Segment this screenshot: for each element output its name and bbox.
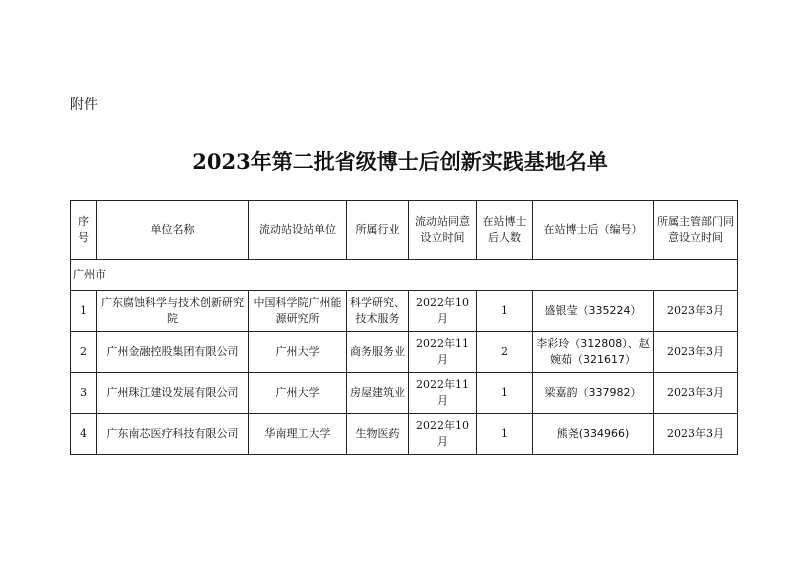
table-row <box>71 332 738 373</box>
cell-station-date: 2022年11月 <box>409 332 477 373</box>
cell-dept-date: 2023年3月 <box>654 332 738 373</box>
header-station-date: 流动站同意设立时间 <box>409 201 477 260</box>
cell-unit-name: 广东腐蚀科学与技术创新研究院 <box>97 291 249 332</box>
cell-station-date: 2022年11月 <box>409 373 477 414</box>
cell-postdoc-names: 盛银莹（335224） <box>533 291 654 332</box>
postdoc-base-table <box>70 200 738 455</box>
cell-unit-name: 广州金融控股集团有限公司 <box>97 332 249 373</box>
cell-postdoc-count: 1 <box>477 291 533 332</box>
cell-station-unit: 广州大学 <box>249 332 347 373</box>
region-row <box>71 260 738 291</box>
cell-seq: 2 <box>71 332 97 373</box>
cell-unit-name: 广州珠江建设发展有限公司 <box>97 373 249 414</box>
header-station-unit: 流动站设站单位 <box>249 201 347 260</box>
cell-postdoc-count: 1 <box>477 414 533 455</box>
cell-dept-date: 2023年3月 <box>654 373 738 414</box>
header-dept-date: 所属主管部门同意设立时间 <box>654 201 738 260</box>
region-label: 广州市 <box>71 260 738 291</box>
cell-station-date: 2022年10月 <box>409 414 477 455</box>
cell-station-unit: 广州大学 <box>249 373 347 414</box>
cell-postdoc-names: 熊尧(334966) <box>533 414 654 455</box>
header-seq: 序号 <box>71 201 97 260</box>
cell-industry: 商务服务业 <box>347 332 409 373</box>
cell-dept-date: 2023年3月 <box>654 291 738 332</box>
header-postdoc-names: 在站博士后（编号） <box>533 201 654 260</box>
table-row <box>71 414 738 455</box>
table-header-row <box>71 201 738 260</box>
cell-seq: 3 <box>71 373 97 414</box>
cell-industry: 科学研究、技术服务 <box>347 291 409 332</box>
cell-station-date: 2022年10月 <box>409 291 477 332</box>
cell-industry: 房屋建筑业 <box>347 373 409 414</box>
cell-postdoc-names: 李彩玲（312808）、赵婉茹（321617） <box>533 332 654 373</box>
table-row <box>71 291 738 332</box>
cell-dept-date: 2023年3月 <box>654 414 738 455</box>
cell-postdoc-names: 梁嘉韵（337982） <box>533 373 654 414</box>
document-title: 2023年第二批省级博士后创新实践基地名单 <box>192 149 608 174</box>
cell-postdoc-count: 2 <box>477 332 533 373</box>
cell-station-unit: 华南理工大学 <box>249 414 347 455</box>
header-postdoc-count: 在站博士后人数 <box>477 201 533 260</box>
cell-industry: 生物医药 <box>347 414 409 455</box>
cell-station-unit: 中国科学院广州能源研究所 <box>249 291 347 332</box>
attachment-label: 附件 <box>70 97 98 113</box>
cell-seq: 1 <box>71 291 97 332</box>
cell-unit-name: 广东南芯医疗科技有限公司 <box>97 414 249 455</box>
header-industry: 所属行业 <box>347 201 409 260</box>
cell-postdoc-count: 1 <box>477 373 533 414</box>
header-unit-name: 单位名称 <box>97 201 249 260</box>
cell-seq: 4 <box>71 414 97 455</box>
table-row <box>71 373 738 414</box>
